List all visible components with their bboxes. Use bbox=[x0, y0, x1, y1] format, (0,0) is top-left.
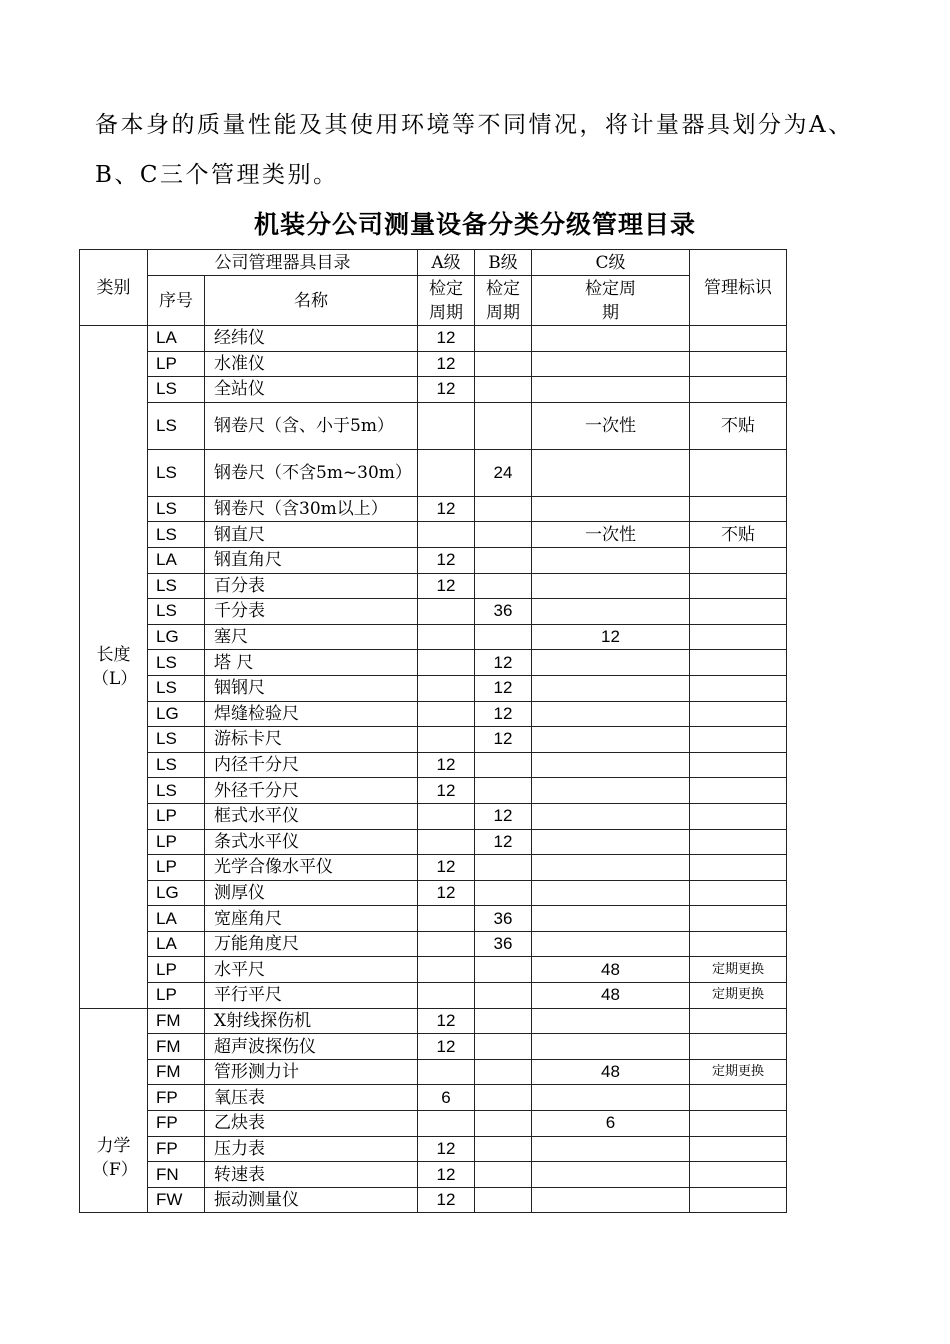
period-a: 12 bbox=[418, 1008, 475, 1034]
period-a: 12 bbox=[418, 1162, 475, 1188]
item-name: 乙炔表 bbox=[205, 1111, 418, 1137]
management-mark bbox=[690, 803, 787, 829]
period-b bbox=[475, 855, 532, 881]
period-b bbox=[475, 522, 532, 548]
period-a bbox=[418, 1059, 475, 1085]
item-name: 钢卷尺（含30m以上） bbox=[205, 496, 418, 522]
period-b bbox=[475, 1136, 532, 1162]
management-mark bbox=[690, 496, 787, 522]
item-name: 铟钢尺 bbox=[205, 675, 418, 701]
period-c bbox=[532, 931, 690, 957]
period-c bbox=[532, 1162, 690, 1188]
management-mark bbox=[690, 1111, 787, 1137]
period-b: 36 bbox=[475, 931, 532, 957]
item-code: FP bbox=[148, 1085, 205, 1111]
period-c bbox=[532, 326, 690, 352]
table-row bbox=[80, 326, 787, 352]
period-c: 48 bbox=[532, 957, 690, 983]
period-a: 12 bbox=[418, 547, 475, 573]
period-a bbox=[418, 675, 475, 701]
management-mark bbox=[690, 377, 787, 403]
period-b bbox=[475, 351, 532, 377]
item-name: 超声波探伤仪 bbox=[205, 1034, 418, 1060]
period-a: 12 bbox=[418, 752, 475, 778]
item-name: 氧压表 bbox=[205, 1085, 418, 1111]
period-b: 12 bbox=[475, 650, 532, 676]
management-mark bbox=[690, 624, 787, 650]
management-mark: 不贴 bbox=[690, 402, 787, 449]
management-mark bbox=[690, 880, 787, 906]
table-row bbox=[80, 829, 787, 855]
period-a: 12 bbox=[418, 377, 475, 403]
management-mark bbox=[690, 1034, 787, 1060]
item-name: 千分表 bbox=[205, 599, 418, 625]
period-b: 12 bbox=[475, 675, 532, 701]
item-name: 平行平尺 bbox=[205, 983, 418, 1009]
management-mark bbox=[690, 1008, 787, 1034]
period-a bbox=[418, 957, 475, 983]
table-row bbox=[80, 496, 787, 522]
item-name: X射线探伤机 bbox=[205, 1008, 418, 1034]
management-mark bbox=[690, 675, 787, 701]
management-mark: 不贴 bbox=[690, 522, 787, 548]
management-mark bbox=[690, 727, 787, 753]
item-code: LA bbox=[148, 326, 205, 352]
period-c bbox=[532, 547, 690, 573]
item-name: 百分表 bbox=[205, 573, 418, 599]
period-a: 12 bbox=[418, 778, 475, 804]
period-b bbox=[475, 1085, 532, 1111]
management-mark bbox=[690, 1162, 787, 1188]
item-code: LG bbox=[148, 624, 205, 650]
period-b bbox=[475, 402, 532, 449]
management-mark bbox=[690, 829, 787, 855]
period-c bbox=[532, 778, 690, 804]
period-b bbox=[475, 1162, 532, 1188]
period-b: 12 bbox=[475, 829, 532, 855]
period-c bbox=[532, 855, 690, 881]
item-name: 经纬仪 bbox=[205, 326, 418, 352]
item-code: LS bbox=[148, 522, 205, 548]
period-a: 6 bbox=[418, 1085, 475, 1111]
item-name: 压力表 bbox=[205, 1136, 418, 1162]
management-mark bbox=[690, 701, 787, 727]
period-c: 一次性 bbox=[532, 402, 690, 449]
period-b bbox=[475, 1111, 532, 1137]
period-c: 一次性 bbox=[532, 522, 690, 548]
period-b: 12 bbox=[475, 727, 532, 753]
period-b bbox=[475, 573, 532, 599]
table-row bbox=[80, 1085, 787, 1111]
period-a: 12 bbox=[418, 880, 475, 906]
period-a: 12 bbox=[418, 326, 475, 352]
period-a bbox=[418, 803, 475, 829]
table-row bbox=[80, 351, 787, 377]
table-row bbox=[80, 1187, 787, 1213]
period-a bbox=[418, 701, 475, 727]
management-mark bbox=[690, 855, 787, 881]
period-c: 48 bbox=[532, 1059, 690, 1085]
item-code: LS bbox=[148, 599, 205, 625]
table-row bbox=[80, 701, 787, 727]
table-row bbox=[80, 449, 787, 496]
period-c bbox=[532, 701, 690, 727]
period-b bbox=[475, 1187, 532, 1213]
item-code: LA bbox=[148, 931, 205, 957]
item-name: 管形测力计 bbox=[205, 1059, 418, 1085]
period-b bbox=[475, 547, 532, 573]
item-name: 塔 尺 bbox=[205, 650, 418, 676]
item-code: LS bbox=[148, 727, 205, 753]
table-row bbox=[80, 402, 787, 449]
header-row-2 bbox=[80, 276, 787, 326]
period-c bbox=[532, 496, 690, 522]
period-a: 12 bbox=[418, 1034, 475, 1060]
period-b: 12 bbox=[475, 803, 532, 829]
item-code: LP bbox=[148, 983, 205, 1009]
item-code: LA bbox=[148, 547, 205, 573]
period-a bbox=[418, 1111, 475, 1137]
management-mark bbox=[690, 351, 787, 377]
period-a bbox=[418, 624, 475, 650]
item-code: FP bbox=[148, 1136, 205, 1162]
period-b bbox=[475, 778, 532, 804]
item-code: LS bbox=[148, 449, 205, 496]
management-mark: 定期更换 bbox=[690, 983, 787, 1009]
period-b bbox=[475, 1059, 532, 1085]
period-c bbox=[532, 675, 690, 701]
table-row bbox=[80, 377, 787, 403]
header-period-b: 检定周期 bbox=[475, 276, 532, 326]
intro-paragraph: 备本身的质量性能及其使用环境等不同情况，将计量器具划分为A、B、C三个管理类别。 bbox=[95, 112, 854, 188]
item-code: LS bbox=[148, 402, 205, 449]
item-name: 外径千分尺 bbox=[205, 778, 418, 804]
item-name: 内径千分尺 bbox=[205, 752, 418, 778]
table-row bbox=[80, 573, 787, 599]
management-mark bbox=[690, 573, 787, 599]
period-c bbox=[532, 829, 690, 855]
item-code: LP bbox=[148, 351, 205, 377]
header-name: 名称 bbox=[205, 276, 418, 326]
period-b bbox=[475, 983, 532, 1009]
header-group: 公司管理器具目录 bbox=[148, 250, 418, 276]
item-name: 钢直尺 bbox=[205, 522, 418, 548]
period-c bbox=[532, 599, 690, 625]
period-c bbox=[532, 573, 690, 599]
table-row bbox=[80, 803, 787, 829]
header-seq: 序号 bbox=[148, 276, 205, 326]
item-code: LP bbox=[148, 803, 205, 829]
table-row bbox=[80, 778, 787, 804]
period-a bbox=[418, 402, 475, 449]
period-c: 48 bbox=[532, 983, 690, 1009]
period-a bbox=[418, 522, 475, 548]
item-name: 测厚仪 bbox=[205, 880, 418, 906]
table-row bbox=[80, 624, 787, 650]
item-code: FP bbox=[148, 1111, 205, 1137]
item-code: LP bbox=[148, 855, 205, 881]
item-name: 塞尺 bbox=[205, 624, 418, 650]
header-period-c: 检定周期 bbox=[532, 276, 690, 326]
table-row bbox=[80, 1111, 787, 1137]
period-a bbox=[418, 983, 475, 1009]
item-code: LS bbox=[148, 675, 205, 701]
item-name: 焊缝检验尺 bbox=[205, 701, 418, 727]
item-name: 光学合像水平仪 bbox=[205, 855, 418, 881]
item-code: FW bbox=[148, 1187, 205, 1213]
management-mark: 定期更换 bbox=[690, 1059, 787, 1085]
item-name: 钢卷尺（含、小于5m） bbox=[205, 402, 418, 449]
period-c: 12 bbox=[532, 624, 690, 650]
management-mark bbox=[690, 326, 787, 352]
table-row bbox=[80, 675, 787, 701]
table-title: 机装分公司测量设备分类分级管理目录 bbox=[253, 210, 696, 239]
management-mark bbox=[690, 778, 787, 804]
item-name: 水准仪 bbox=[205, 351, 418, 377]
header-level-b: B级 bbox=[475, 250, 532, 276]
period-c bbox=[532, 727, 690, 753]
period-b bbox=[475, 880, 532, 906]
item-code: LS bbox=[148, 778, 205, 804]
item-code: LS bbox=[148, 573, 205, 599]
period-c bbox=[532, 1034, 690, 1060]
period-c bbox=[532, 906, 690, 932]
period-a bbox=[418, 931, 475, 957]
management-mark: 定期更换 bbox=[690, 957, 787, 983]
category-mechanics: 力学（F） bbox=[80, 1008, 148, 1213]
item-code: FN bbox=[148, 1162, 205, 1188]
period-a: 12 bbox=[418, 496, 475, 522]
instrument-table bbox=[79, 249, 787, 1213]
item-code: FM bbox=[148, 1034, 205, 1060]
period-a bbox=[418, 599, 475, 625]
table-row bbox=[80, 727, 787, 753]
period-c bbox=[532, 1085, 690, 1111]
item-code: LG bbox=[148, 701, 205, 727]
period-c: 6 bbox=[532, 1111, 690, 1137]
item-code: FM bbox=[148, 1059, 205, 1085]
table-row bbox=[80, 547, 787, 573]
period-a bbox=[418, 727, 475, 753]
header-row-1 bbox=[80, 250, 787, 276]
item-name: 转速表 bbox=[205, 1162, 418, 1188]
period-a bbox=[418, 906, 475, 932]
table-row bbox=[80, 983, 787, 1009]
period-a: 12 bbox=[418, 1187, 475, 1213]
period-c bbox=[532, 1187, 690, 1213]
period-b: 24 bbox=[475, 449, 532, 496]
management-mark bbox=[690, 449, 787, 496]
period-c bbox=[532, 449, 690, 496]
item-name: 框式水平仪 bbox=[205, 803, 418, 829]
management-mark bbox=[690, 752, 787, 778]
item-name: 游标卡尺 bbox=[205, 727, 418, 753]
period-b bbox=[475, 496, 532, 522]
period-a: 12 bbox=[418, 855, 475, 881]
period-b bbox=[475, 326, 532, 352]
table-row bbox=[80, 855, 787, 881]
table-row bbox=[80, 1034, 787, 1060]
period-c bbox=[532, 1136, 690, 1162]
period-c bbox=[532, 377, 690, 403]
item-name: 宽座角尺 bbox=[205, 906, 418, 932]
item-name: 条式水平仪 bbox=[205, 829, 418, 855]
item-code: LG bbox=[148, 880, 205, 906]
table-row bbox=[80, 880, 787, 906]
period-b bbox=[475, 377, 532, 403]
period-b: 36 bbox=[475, 906, 532, 932]
item-name: 钢直角尺 bbox=[205, 547, 418, 573]
table-row bbox=[80, 522, 787, 548]
header-level-a: A级 bbox=[418, 250, 475, 276]
period-a: 12 bbox=[418, 351, 475, 377]
period-b bbox=[475, 1008, 532, 1034]
management-mark bbox=[690, 906, 787, 932]
header-mark: 管理标识 bbox=[690, 250, 787, 326]
item-code: LS bbox=[148, 377, 205, 403]
period-a: 12 bbox=[418, 573, 475, 599]
period-a bbox=[418, 829, 475, 855]
management-mark bbox=[690, 1085, 787, 1111]
period-b bbox=[475, 752, 532, 778]
item-name: 全站仪 bbox=[205, 377, 418, 403]
item-code: LP bbox=[148, 829, 205, 855]
table-row bbox=[80, 650, 787, 676]
period-a: 12 bbox=[418, 1136, 475, 1162]
period-c bbox=[532, 351, 690, 377]
period-a bbox=[418, 449, 475, 496]
period-c bbox=[532, 803, 690, 829]
header-level-c: C级 bbox=[532, 250, 690, 276]
period-a bbox=[418, 650, 475, 676]
management-mark bbox=[690, 650, 787, 676]
item-code: LA bbox=[148, 906, 205, 932]
table-row bbox=[80, 599, 787, 625]
item-code: FM bbox=[148, 1008, 205, 1034]
item-code: LS bbox=[148, 496, 205, 522]
period-b bbox=[475, 957, 532, 983]
table-row bbox=[80, 752, 787, 778]
period-c bbox=[532, 880, 690, 906]
table-row bbox=[80, 1008, 787, 1034]
table-row bbox=[80, 1059, 787, 1085]
item-code: LP bbox=[148, 957, 205, 983]
item-code: LS bbox=[148, 650, 205, 676]
item-name: 万能角度尺 bbox=[205, 931, 418, 957]
period-c bbox=[532, 752, 690, 778]
category-length: 长度（L） bbox=[80, 326, 148, 1009]
item-name: 水平尺 bbox=[205, 957, 418, 983]
period-b bbox=[475, 624, 532, 650]
item-code: LS bbox=[148, 752, 205, 778]
table-row bbox=[80, 1162, 787, 1188]
period-b: 12 bbox=[475, 701, 532, 727]
management-mark bbox=[690, 1187, 787, 1213]
header-category: 类别 bbox=[80, 250, 148, 326]
period-c bbox=[532, 1008, 690, 1034]
management-mark bbox=[690, 547, 787, 573]
table-row bbox=[80, 931, 787, 957]
table-row bbox=[80, 1136, 787, 1162]
item-name: 钢卷尺（不含5m~30m） bbox=[205, 449, 418, 496]
management-mark bbox=[690, 1136, 787, 1162]
period-c bbox=[532, 650, 690, 676]
table-row bbox=[80, 906, 787, 932]
period-b: 36 bbox=[475, 599, 532, 625]
header-period-a: 检定周期 bbox=[418, 276, 475, 326]
table-row bbox=[80, 957, 787, 983]
item-name: 振动测量仪 bbox=[205, 1187, 418, 1213]
period-b bbox=[475, 1034, 532, 1060]
management-mark bbox=[690, 931, 787, 957]
management-mark bbox=[690, 599, 787, 625]
